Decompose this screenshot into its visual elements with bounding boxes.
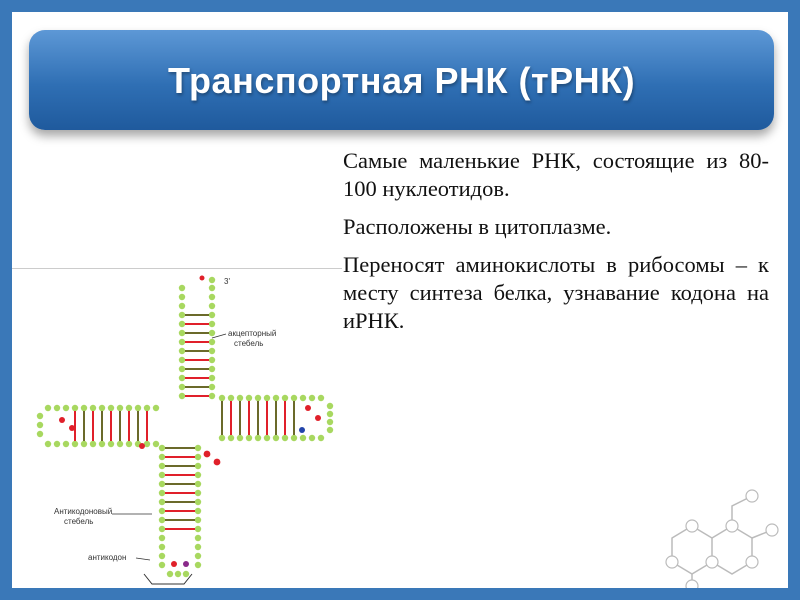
nucleotide [200,276,205,281]
nucleotide [159,481,165,487]
nucleotide [108,441,114,447]
nucleotide [117,405,123,411]
nucleotide [282,395,288,401]
nucleotide [195,445,201,451]
nucleotide [81,405,87,411]
nucleotide [63,441,69,447]
nucleotide [179,393,185,399]
nucleotide [179,294,185,300]
nucleotide [90,405,96,411]
nucleotide [72,441,78,447]
nucleotide [228,435,234,441]
nucleotide [195,517,201,523]
paragraph-1: Самые маленькие РНК, состоящие из 80-100 нуклеотидов. [343,148,769,201]
label-3prime: 3' [224,277,230,286]
nucleotide [179,303,185,309]
nucleotide [159,562,165,568]
nucleotide [204,451,211,458]
nucleotide [209,357,215,363]
nucleotide [195,490,201,496]
nucleotide [139,443,145,449]
slide-title: Транспортная РНК (тРНК) [167,60,636,101]
nucleotide [228,395,234,401]
nucleotide [179,375,185,381]
label-anticodon-stem-line1: Антикодоновый [54,507,113,516]
nucleotide [209,384,215,390]
nucleotide [159,553,165,559]
nucleotide [159,508,165,514]
nucleotide [195,553,201,559]
paragraph-2: Расположены в цитоплазме. [343,214,612,239]
nucleotide [183,571,189,577]
nucleotide [195,544,201,550]
nucleotide-backbone [37,276,333,578]
nucleotide [54,441,60,447]
nucleotide [179,339,185,345]
nucleotide [209,375,215,381]
nucleotide [237,435,243,441]
nucleotide [159,463,165,469]
nucleotide [179,357,185,363]
nucleotide [159,499,165,505]
nucleotide [54,405,60,411]
slide [12,12,788,588]
nucleotide [153,441,159,447]
nucleotide [282,435,288,441]
nucleotide [159,490,165,496]
nucleotide [246,435,252,441]
anticodon-pointer [136,558,150,560]
nucleotide [159,544,165,550]
nucleotide [108,405,114,411]
nucleotide [300,395,306,401]
nucleotide [159,472,165,478]
nucleotide [72,405,78,411]
label-anticodon-stem-line2: стебель [64,517,94,526]
title-banner [29,30,774,130]
nucleotide [315,415,321,421]
nucleotide [153,405,159,411]
nucleotide [327,411,333,417]
nucleotide [81,441,87,447]
nucleotide [264,395,270,401]
trna-cloverleaf-diagram [12,268,342,588]
chemical-structure-decoration [652,488,788,588]
trna-svg [12,268,342,588]
nucleotide [179,366,185,372]
nucleotide [179,330,185,336]
nucleotide [219,395,225,401]
nucleotide [37,422,43,428]
nucleotide [117,441,123,447]
nucleotide [209,303,215,309]
nucleotide [63,405,69,411]
nucleotide [209,294,215,300]
nucleotide [179,384,185,390]
nucleotide [195,481,201,487]
nucleotide [45,405,51,411]
nucleotide [195,508,201,514]
nucleotide [37,413,43,419]
nucleotide [195,562,201,568]
nucleotide [159,517,165,523]
nucleotide [159,445,165,451]
nucleotide [327,427,333,433]
text-block [343,147,769,345]
nucleotide [209,330,215,336]
nucleotide [291,395,297,401]
nucleotide [209,285,215,291]
nucleotide [318,435,324,441]
nucleotide [209,277,215,283]
nucleotide [159,535,165,541]
nucleotide [327,419,333,425]
nucleotide [126,405,132,411]
nucleotide [291,435,297,441]
nucleotide [195,472,201,478]
nucleotide [195,499,201,505]
label-acceptor-line2: стебель [234,339,264,348]
nucleotide [300,435,306,441]
nucleotide [179,321,185,327]
nucleotide [209,339,215,345]
nucleotide [179,312,185,318]
nucleotide [299,427,305,433]
nucleotide [219,435,225,441]
nucleotide [327,403,333,409]
nucleotide [214,459,221,466]
nucleotide [209,348,215,354]
nucleotide [305,405,311,411]
label-acceptor-line1: акцепторный [228,329,277,338]
nucleotide [183,561,189,567]
nucleotide [45,441,51,447]
nucleotide [159,526,165,532]
nucleotide [209,393,215,399]
nucleotide [209,312,215,318]
nucleotide [37,431,43,437]
nucleotide [273,435,279,441]
paragraph-3: Переносят аминокислоты в рибосомы – к месту синтеза белка, узнавание кодона на иРНК. [343,252,769,333]
nucleotide [99,405,105,411]
nucleotide [175,571,181,577]
nucleotide [309,395,315,401]
nucleotide [209,321,215,327]
nucleotide [179,348,185,354]
nucleotide [273,395,279,401]
nucleotide [195,463,201,469]
nucleotide [264,435,270,441]
nucleotide [90,441,96,447]
nucleotide [159,454,165,460]
chem-svg [652,488,788,588]
nucleotide [99,441,105,447]
nucleotide [255,395,261,401]
nucleotide [126,441,132,447]
nucleotide [209,366,215,372]
label-anticodon: антикодон [88,553,127,562]
nucleotide [246,395,252,401]
nucleotide [59,417,65,423]
nucleotide [179,285,185,291]
nucleotide [195,454,201,460]
nucleotide [255,435,261,441]
nucleotide [167,571,173,577]
nucleotide [318,395,324,401]
nucleotide [171,561,177,567]
nucleotide [135,405,141,411]
nucleotide [309,435,315,441]
nucleotide [195,535,201,541]
nucleotide [195,526,201,532]
nucleotide [144,405,150,411]
nucleotide [237,395,243,401]
